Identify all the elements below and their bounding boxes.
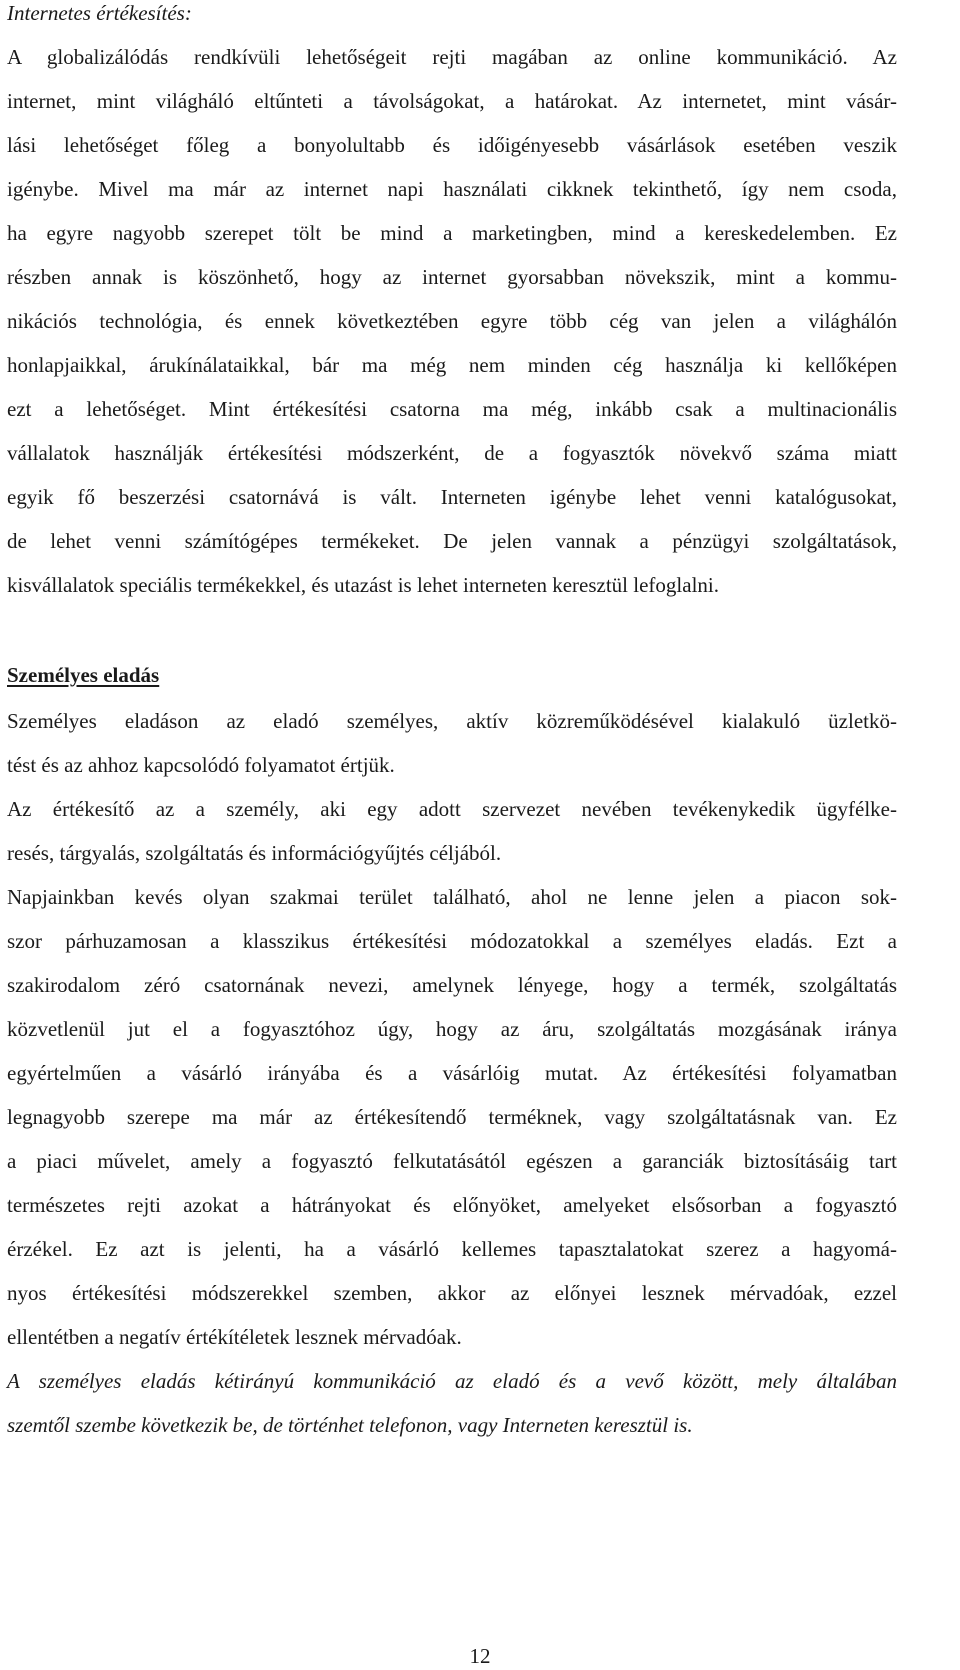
italic-summary-line: A személyes eladás kétirányú kommunikáció az eladó és a vevő között, mely általában	[7, 1369, 897, 1393]
paragraph-line: a piaci művelet, amely a fogyasztó felkutatásától egészen a garanciák biztosításáig tart	[7, 1149, 897, 1173]
paragraph-line: ellentétben a negatív értékítéletek lesznek mérvadóak.	[7, 1325, 462, 1349]
paragraph-line: A globalizálódás rendkívüli lehetőségeit rejti magában az online kommunikáció. Az	[7, 45, 897, 69]
paragraph-line: vállalatok használják értékesítési módszerként, de a fogyasztók növekvő száma miatt	[7, 441, 897, 465]
paragraph-line: Az értékesítő az a személy, aki egy adott szervezet nevében tevékenykedik ügyfélke-	[7, 797, 897, 821]
paragraph-line: igénybe. Mivel ma már az internet napi használati cikknek tekinthető, így nem csoda,	[7, 177, 897, 201]
paragraph-line: de lehet venni számítógépes termékeket. De jelen vannak a pénzügyi szolgáltatások,	[7, 529, 897, 553]
paragraph-line: egyik fő beszerzési csatornává is vált. Interneten igénybe lehet venni katalógusokat,	[7, 485, 897, 509]
paragraph-line: honlapjaikkal, árukínálataikkal, bár ma még nem minden cég használja ki kellőképen	[7, 353, 897, 377]
paragraph-line: internet, mint világháló eltűnteti a távolságokat, a határokat. Az internetet, mint vásár-	[7, 89, 897, 113]
paragraph-line: természetes rejti azokat a hátrányokat és előnyöket, amelyeket elsősorban a fogyasztó	[7, 1193, 897, 1217]
paragraph-line: nikációs technológia, és ennek következtében egyre több cég van jelen a világhálón	[7, 309, 897, 333]
paragraph-line: egyértelműen a vásárló irányába és a vásárlóig mutat. Az értékesítési folyamatban	[7, 1061, 897, 1085]
paragraph-line: ha egyre nagyobb szerepet tölt be mind a marketingben, mind a kereskedelemben. Ez	[7, 221, 897, 245]
paragraph-line: ezt a lehetőséget. Mint értékesítési csatorna ma még, inkább csak a multinacionális	[7, 397, 897, 421]
italic-summary-line: szemtől szembe következik be, de történhet telefonon, vagy Interneten keresztül is.	[7, 1413, 693, 1437]
paragraph-line: kisvállalatok speciális termékekkel, és utazást is lehet interneten keresztül lefoglalni.	[7, 573, 719, 597]
paragraph-line: szakirodalom zéró csatornának nevezi, amelynek lényege, hogy a termék, szolgáltatás	[7, 973, 897, 997]
paragraph-line: nyos értékesítési módszerekkel szemben, akkor az előnyei lesznek mérvadóak, ezzel	[7, 1281, 897, 1305]
paragraph-line: Személyes eladáson az eladó személyes, aktív közreműködésével kialakuló üzletkö-	[7, 709, 897, 733]
paragraph-line: érzékel. Ez azt is jelenti, ha a vásárló kellemes tapasztalatokat szerez a hagyomá-	[7, 1237, 897, 1261]
section-title-online-sales: Internetes értékesítés:	[7, 1, 192, 25]
paragraph-line: lási lehetőséget főleg a bonyolultabb és időigényesebb vásárlások esetében veszik	[7, 133, 897, 157]
paragraph-line: tést és az ahhoz kapcsolódó folyamatot értjük.	[7, 753, 395, 777]
page-number: 12	[469, 1644, 491, 1668]
paragraph-line: szor párhuzamosan a klasszikus értékesítési módozatokkal a személyes eladás. Ezt a	[7, 929, 897, 953]
paragraph-line: Napjainkban kevés olyan szakmai terület található, ahol ne lenne jelen a piacon sok-	[7, 885, 897, 909]
paragraph-line: közvetlenül jut el a fogyasztóhoz úgy, hogy az áru, szolgáltatás mozgásának iránya	[7, 1017, 897, 1041]
paragraph-line: részben annak is köszönhető, hogy az internet gyorsabban növekszik, mint a kommu-	[7, 265, 897, 289]
section-title-personal-selling: Személyes eladás	[7, 663, 160, 687]
paragraph-line: resés, tárgyalás, szolgáltatás és információgyűjtés céljából.	[7, 841, 502, 865]
paragraph-line: legnagyobb szerepe ma már az értékesítendő terméknek, vagy szolgáltatásnak van. Ez	[7, 1105, 897, 1129]
